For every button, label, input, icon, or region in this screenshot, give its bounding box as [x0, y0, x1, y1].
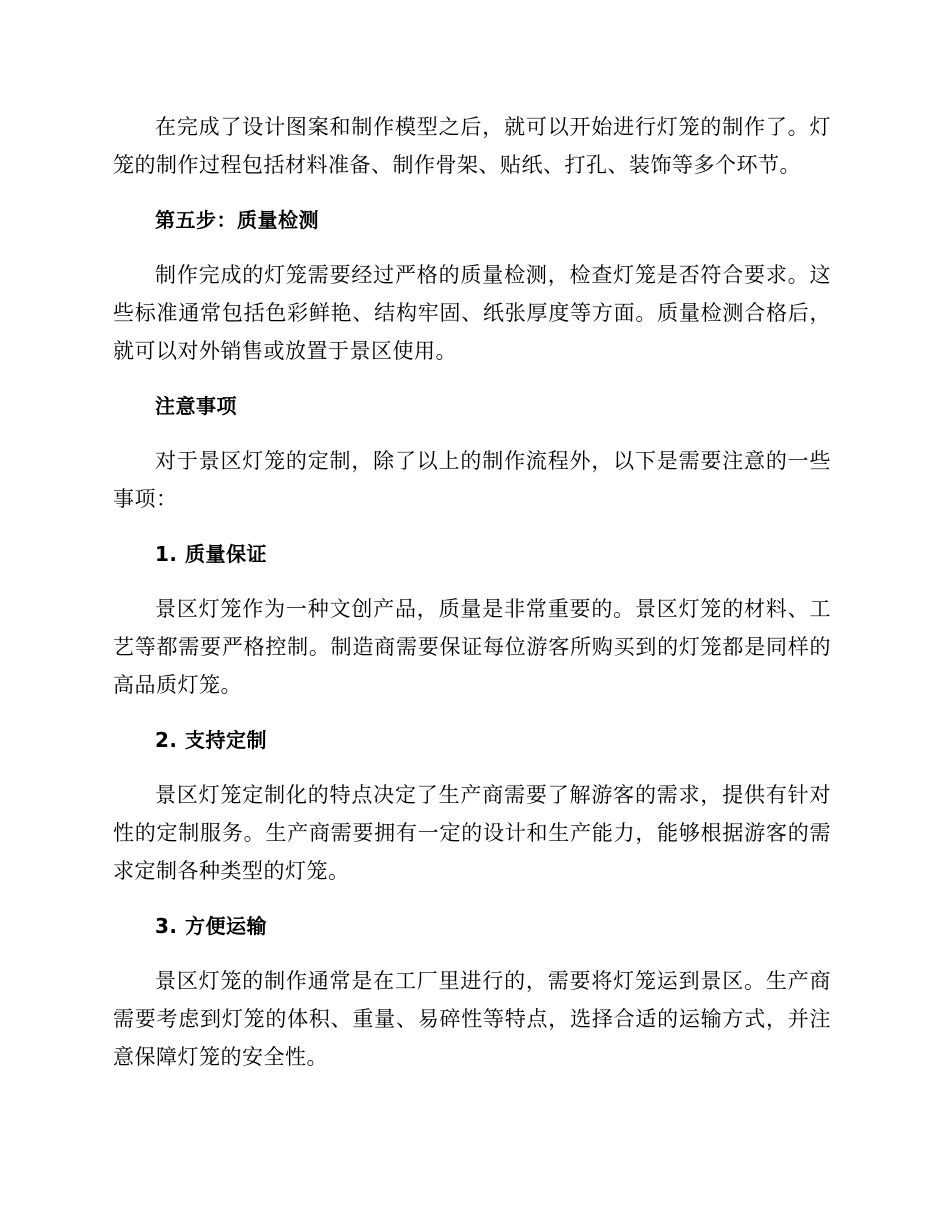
heading-step-five-quality-inspection: 第五步：质量检测 — [155, 208, 319, 232]
paragraph-quality-inspection: 制作完成的灯笼需要经过严格的质量检测，检查灯笼是否符合要求。这些标准通常包括色彩鲜艳、结构牢固、纸张厚度等方面。质量检测合格后，就可以对外销售或放置于景区使用。 — [113, 263, 831, 363]
paragraph-lantern-making: 在完成了设计图案和制作模型之后，就可以开始进行灯笼的制作了。灯笼的制作过程包括材料准备、制作骨架、贴纸、打孔、装饰等多个环节。 — [113, 115, 831, 177]
document-body — [113, 108, 831, 1076]
heading-convenient-transport: 3. 方便运输 — [155, 914, 267, 938]
heading-customization-support: 2. 支持定制 — [155, 728, 267, 752]
paragraph-notes-intro: 对于景区灯笼的定制，除了以上的制作流程外，以下是需要注意的一些事项： — [113, 449, 831, 511]
heading-notes: 注意事项 — [155, 394, 237, 418]
paragraph-customization-support: 景区灯笼定制化的特点决定了生产商需要了解游客的需求，提供有针对性的定制服务。生产商需要拥有一定的设计和生产能力，能够根据游客的需求定制各种类型的灯笼。 — [113, 783, 831, 883]
heading-quality-assurance: 1. 质量保证 — [155, 542, 267, 566]
paragraph-convenient-transport: 景区灯笼的制作通常是在工厂里进行的，需要将灯笼运到景区。生产商需要考虑到灯笼的体积、重量、易碎性等特点，选择合适的运输方式，并注意保障灯笼的安全性。 — [113, 969, 831, 1069]
paragraph-quality-assurance: 景区灯笼作为一种文创产品，质量是非常重要的。景区灯笼的材料、工艺等都需要严格控制。制造商需要保证每位游客所购买到的灯笼都是同样的高品质灯笼。 — [113, 597, 831, 697]
